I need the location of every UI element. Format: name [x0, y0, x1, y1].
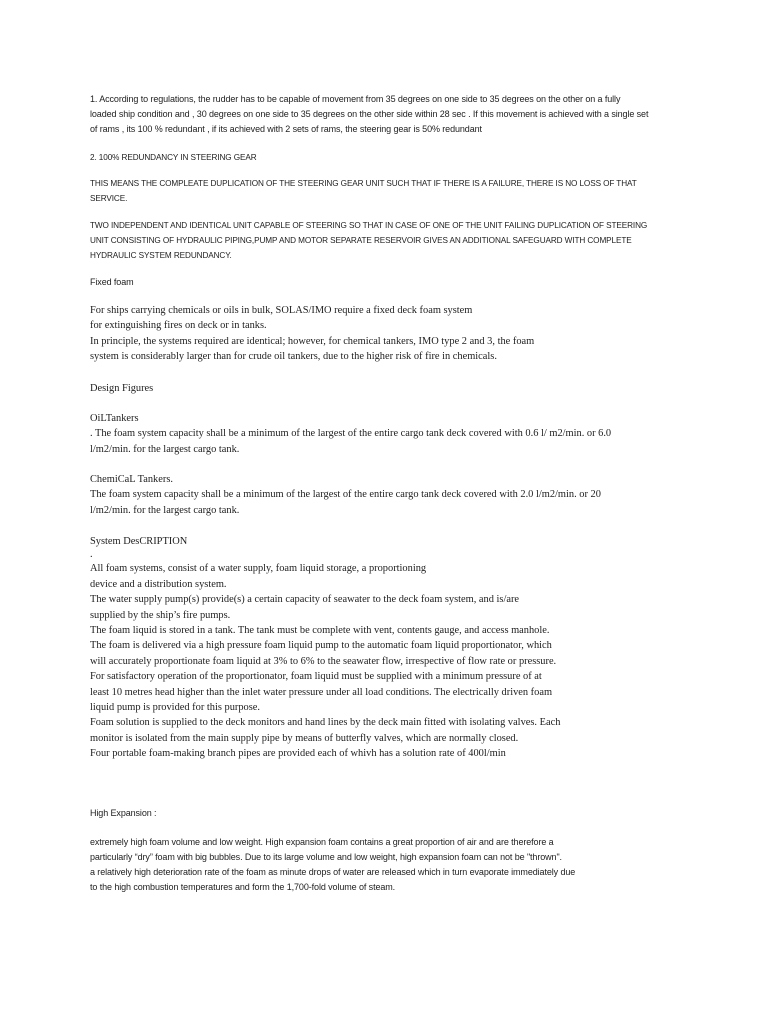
- text-line: SERVICE.: [90, 194, 128, 203]
- text-line: supplied by the ship’s fire pumps.: [90, 609, 231, 621]
- text-line: 1. According to regulations, the rudder has to be capable of movement from 35 degrees on one side to 35 degrees on the other on a fully: [90, 94, 621, 104]
- text-line: Four portable foam-making branch pipes are provided each of whivh has a solution rate of 400l/min: [90, 748, 506, 760]
- text-line: system is considerably larger than for crude oil tankers, due to the higher risk of fire in chemicals.: [90, 351, 497, 363]
- text-line: The water supply pump(s) provide(s) a certain capacity of seawater to the deck foam system, and is/are: [90, 594, 520, 606]
- text-line: .: [90, 549, 93, 561]
- text-line: will accurately proportionate foam liquid at 3% to 6% to the seawater flow, irrespective of flow rate or pressure.: [90, 655, 557, 667]
- text-line: The foam liquid is stored in a tank. The tank must be complete with vent, contents gauge, and access manhole.: [90, 625, 550, 637]
- high-expansion-heading: [90, 806, 690, 821]
- text-line: a relatively high deterioration rate of the foam as minute drops of water are released which in turn evaporate immediately due: [90, 867, 576, 877]
- redundancy-heading: [90, 150, 690, 165]
- system-description-section: [90, 534, 690, 762]
- text-line: particularly “dry” foam with big bubbles. Due to its large volume and low weight, high expansion foam can not be "thrown".: [90, 852, 562, 862]
- design-figures-heading: [90, 381, 690, 396]
- section-heading: ChemiCaL Tankers.: [90, 474, 173, 485]
- text-line: least 10 metres head higher than the inlet water pressure under all load conditions. The electrically driven foam: [90, 686, 553, 698]
- text-line: extremely high foam volume and low weight. High expansion foam contains a great proportion of air and are therefore a: [90, 837, 554, 847]
- oil-tankers-section: [90, 411, 690, 457]
- section-heading: Design Figures: [90, 383, 154, 394]
- text-line: monitor is isolated from the main supply pipe by means of butterfly valves, which are normally closed.: [90, 732, 519, 744]
- text-line: for extinguishing fires on deck or in tanks.: [90, 320, 267, 332]
- text-line: TWO INDEPENDENT AND IDENTICAL UNIT CAPABLE OF STEERING SO THAT IN CASE OF ONE OF THE UNIT FAILING DUPLICATION OF STEERING: [90, 221, 648, 230]
- text-line: l/m2/min. for the largest cargo tank.: [90, 443, 240, 455]
- section-heading: Fixed foam: [90, 277, 134, 287]
- text-line: For ships carrying chemicals or oils in bulk, SOLAS/IMO require a fixed deck foam system: [90, 305, 473, 316]
- text-line: UNIT CONSISTING OF HYDRAULIC PIPING,PUMP AND MOTOR SEPARATE RESERVOIR GIVES AN ADDITIONAL SAFEGUARD WITH COMPLETE: [90, 236, 632, 245]
- text-line: . The foam system capacity shall be a minimum of the largest of the entire cargo tank deck covered with 0.6 l/ m2/min. or 6.0: [90, 428, 612, 440]
- fixed-foam-paragraph: [90, 303, 690, 365]
- duplication-paragraph: [90, 176, 690, 206]
- chemical-tankers-section: [90, 472, 690, 518]
- independent-units-paragraph: [90, 218, 690, 263]
- section-heading: OiLTankers: [90, 413, 139, 424]
- text-line: Foam solution is supplied to the deck monitors and hand lines by the deck main fitted with isolating valves. Each: [90, 717, 561, 729]
- text-line: loaded ship condition and , 30 degrees on one side to 35 degrees on the other side within 28 sec . If this movement is achieved with a single set: [90, 109, 649, 119]
- text-line: All foam systems, consist of a water supply, foam liquid storage, a proportioning: [90, 563, 427, 575]
- text-line: HYDRAULIC SYSTEM REDUNDANCY.: [90, 251, 232, 260]
- section-heading: System DesCRIPTION: [90, 536, 188, 547]
- rudder-regulation-paragraph: [90, 92, 690, 137]
- text-line: liquid pump is provided for this purpose.: [90, 702, 260, 714]
- text-line: For satisfactory operation of the proportionator, foam liquid must be supplied with a minimum pressure of at: [90, 671, 542, 683]
- text-line: device and a distribution system.: [90, 578, 227, 590]
- section-heading: High Expansion :: [90, 808, 157, 818]
- text-line: of rams , its 100 % redundant , if its achieved with 2 sets of rams, the steering gear is 50% redundant: [90, 124, 482, 134]
- text-line: to the high combustion temperatures and form the 1,700-fold volume of steam.: [90, 882, 396, 892]
- text-line: The foam system capacity shall be a minimum of the largest of the entire cargo tank deck covered with 2.0 l/m2/min. or 20: [90, 489, 601, 501]
- text-line: The foam is delivered via a high pressure foam liquid pump to the automatic foam liquid proportionator, which: [90, 640, 552, 652]
- text-line: 2. 100% REDUNDANCY IN STEERING GEAR: [90, 153, 257, 162]
- high-expansion-paragraph: [90, 835, 690, 895]
- text-line: l/m2/min. for the largest cargo tank.: [90, 504, 240, 516]
- text-line: THIS MEANS THE COMPLEATE DUPLICATION OF THE STEERING GEAR UNIT SUCH THAT IF THERE IS A FAILURE, THERE IS NO LOSS OF THAT: [90, 179, 637, 188]
- fixed-foam-heading: [90, 275, 690, 290]
- text-line: In principle, the systems required are identical; however, for chemical tankers, IMO type 2 and 3, the foam: [90, 335, 535, 347]
